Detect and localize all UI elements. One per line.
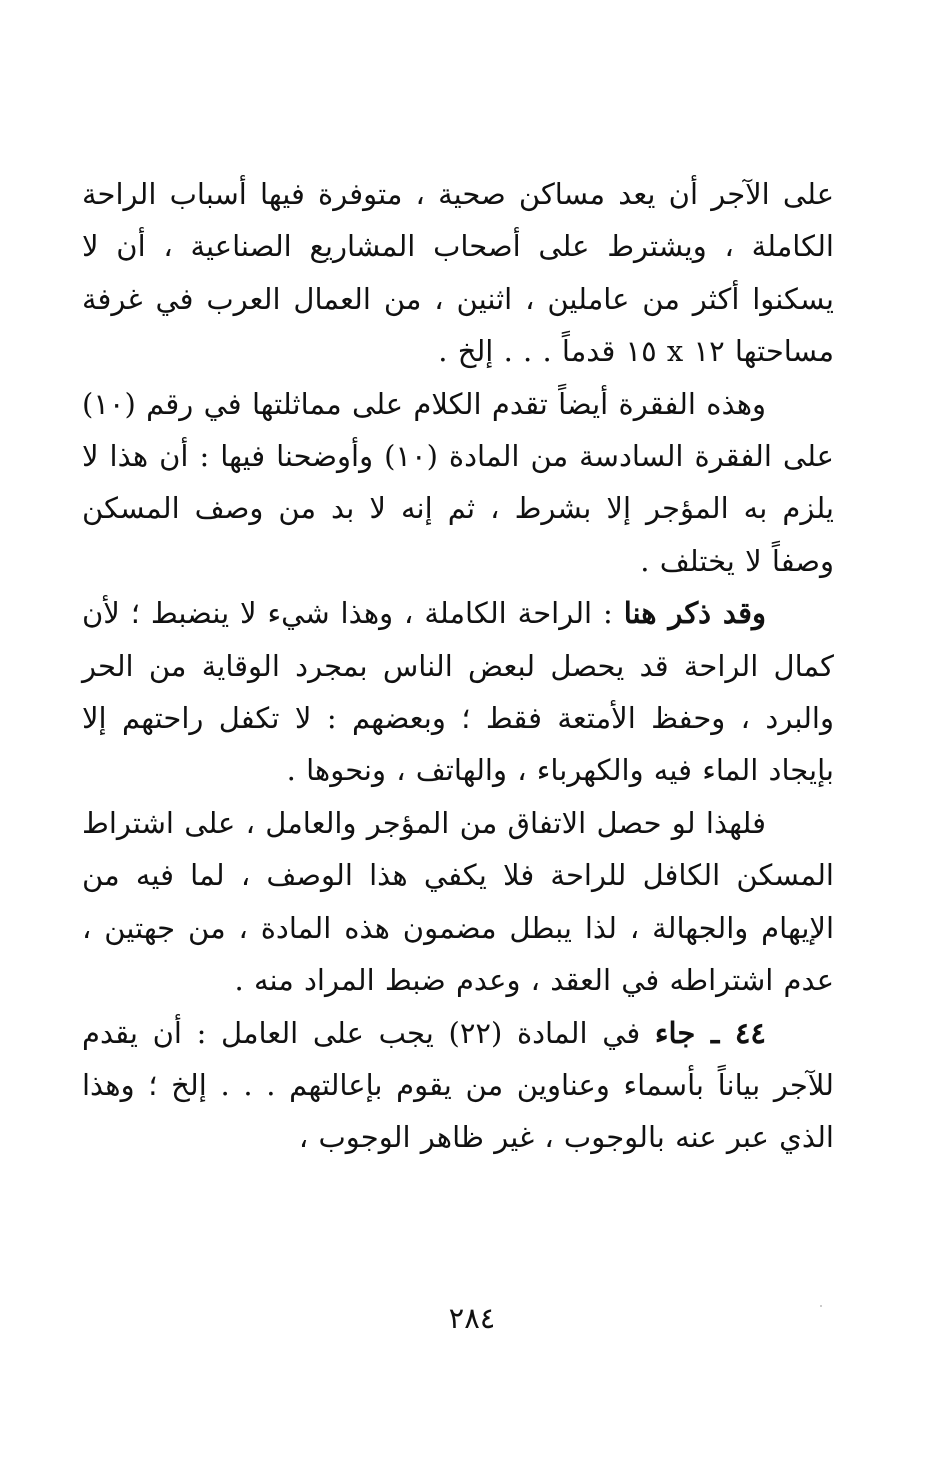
paragraph-2 — [82, 378, 834, 588]
paragraph-text: : الراحة الكاملة ، وهذا شيء لا ينضبط ؛ لأن كمال الراحة قد يحصل لبعض الناس بمجرد الوقاية من الحر والبرد ، وحفظ الأمتعة فقط ؛ وبعضهم : لا تكفل راحتهم إلا بإيجاد الماء فيه والكهرباء ، والهاتف ، ونحوها . — [82, 596, 834, 788]
section-number-lead: ٤٤ ـ جاء — [654, 1015, 766, 1050]
paragraph-4 — [82, 797, 834, 1007]
body-text — [82, 168, 834, 1164]
paragraph-5 — [82, 1007, 834, 1164]
paragraph-lead-bold: وقد ذكر هنا — [623, 596, 766, 631]
page-number: ٢٨٤ — [448, 1301, 496, 1335]
paragraph-text: في المادة (٢٢) يجب على العامل : أن يقدم للآجر بياناً بأسماء وعناوين من يقوم بإعالتهم . . . إلخ ؛ وهذا الذي عبر عنه بالوجوب ، غير ظاهر الوجوب ، — [82, 1015, 834, 1155]
paragraph-1 — [82, 168, 834, 378]
paragraph-text: فلهذا لو حصل الاتفاق من المؤجر والعامل ، على اشتراط المسكن الكافل للراحة فلا يكفي هذا الوصف ، لما فيه من الإيهام والجهالة ، لذا يبطل مضمون هذه المادة ، من جهتين ، عدم اشتراطه في العقد ، وعدم ضبط المراد منه . — [82, 805, 834, 998]
scan-speck — [820, 1305, 822, 1307]
paragraph-3 — [82, 587, 834, 797]
paragraph-text: على الآجر أن يعد مساكن صحية ، متوفرة فيها أسباب الراحة الكاملة ، ويشترط على أصحاب المشاريع الصناعية ، أن لا يسكنوا أكثر من عاملين ، اثنين ، من العمال العرب في غرفة مساحتها ١٢ x ١٥ قدماً . . . إلخ . — [82, 177, 835, 369]
paragraph-text: وهذه الفقرة أيضاً تقدم الكلام على مماثلتها في رقم (١٠) على الفقرة السادسة من المادة (١٠) وأوضحنا فيها : أن هذا لا يلزم به المؤجر إلا بشرط ، ثم إنه لا بد من وصف المسكن وصفاً لا يختلف . — [82, 386, 834, 578]
